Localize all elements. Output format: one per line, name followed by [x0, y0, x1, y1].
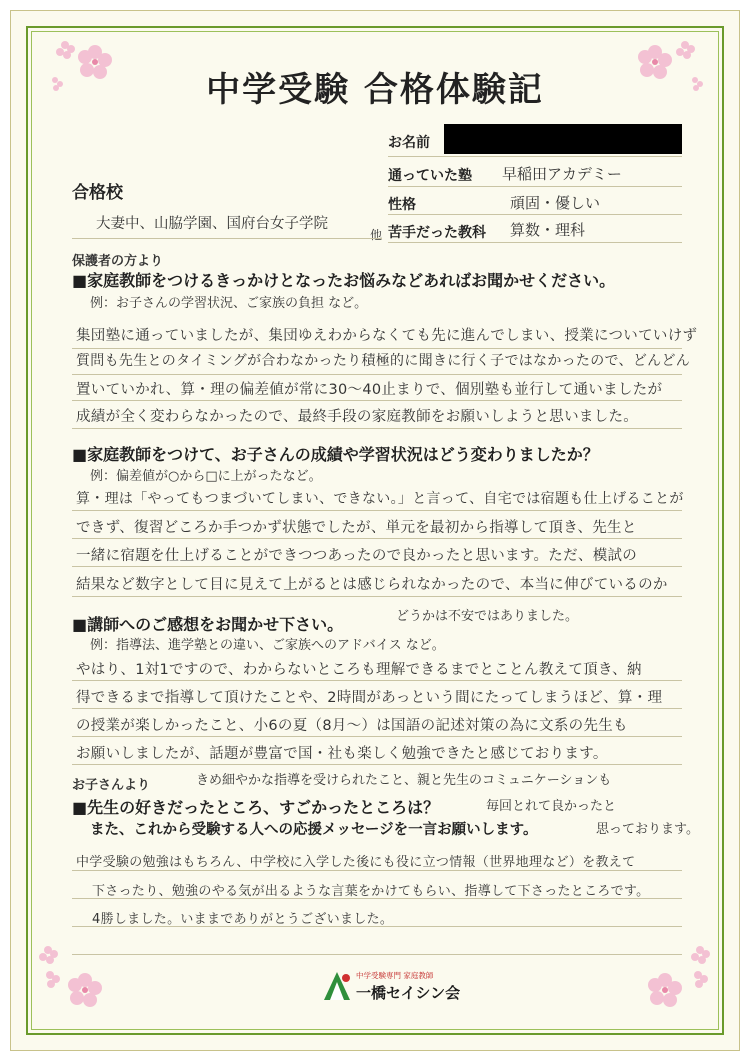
name-label: お名前: [388, 135, 430, 151]
q3-answer-line: 得できるまで指導して頂けたことや、2時間があっという間にたってしまうほど、算・理: [76, 690, 663, 706]
q1-answer-line: 質問も先生とのタイミングが合わなかったり積極的に聞きに行く子ではなかったので、どんどん: [76, 353, 691, 369]
q3-rule-3: [72, 736, 682, 737]
q4-answer-line: 中学受験の勉強はもちろん、中学校に入学した後にも役に立つ情報（世界地理など）を教えて: [76, 855, 636, 870]
q4-rule-1: [72, 870, 682, 871]
q3-answer-tail: きめ細やかな指導を受けられたこと、親と先生のコミュニケーションも: [196, 773, 612, 788]
q2-answer-tail: どうかは不安ではありました。: [396, 609, 579, 624]
parent-section-label: 保護者の方より: [72, 254, 164, 269]
q4-title: ■先生の好きだったところ、すごかったところは？: [72, 798, 440, 817]
q2-answer-line: できず、復習どころか手つかず状態でしたが、単元を最初から指導して頂き、先生と: [76, 520, 637, 536]
company-logo: [320, 968, 460, 1008]
q4-answer-line: 4勝しました。いままでありがとうございました。: [92, 912, 394, 927]
q3-example: 例：指導法、進学塾との違い、ご家族へのアドバイス など。: [90, 638, 445, 653]
flower-bottom-left-icon: [30, 940, 120, 1020]
q4-rule-4: [72, 954, 682, 955]
q1-rule-3: [72, 400, 682, 401]
q2-rule-1: [72, 510, 682, 511]
q2-example: 例：偏差値が○から□に上がったなど。: [90, 469, 322, 484]
q1-title: ■家庭教師をつけるきっかけとなったお悩みなどあればお聞かせください。: [72, 271, 616, 290]
q1-answer-line: 成績が全く変わらなかったので、最終手段の家庭教師をお願いしようと思いました。: [76, 409, 639, 425]
weak-underline: [388, 242, 682, 243]
q2-rule-2: [72, 538, 682, 539]
name-underline: [388, 156, 682, 157]
q3-answer-line: お願いしましたが、話題が豊富で国・社も楽しく勉強できたと感じております。: [76, 746, 608, 762]
school-underline: [72, 238, 382, 239]
q3-answer-tail-2: 毎回とれて良かったと: [486, 799, 617, 814]
q1-rule-1: [72, 348, 682, 349]
passed-school-label: 合格校: [72, 183, 123, 203]
q2-title: ■家庭教師をつけて、お子さんの成績や学習状況はどう変わりましたか？: [72, 445, 599, 464]
juku-label: 通っていた塾: [388, 168, 472, 184]
q2-answer-line: 算・理は「やってもつまづいてしまい、できない。」と言って、自宅では宿題も仕上げることが: [76, 491, 684, 507]
name-redaction: [444, 124, 682, 154]
q3-title: ■講師へのご感想をお聞かせ下さい。: [72, 615, 344, 634]
weak-subject-value: 算数・理科: [510, 221, 586, 239]
q3-rule-2: [72, 708, 682, 709]
q3-answer-line: やはり、1対1ですので、わからないところも理解できるまでとことん教えて頂き、納: [76, 662, 642, 678]
q3-answer-line: の授業が楽しかったこと、小6の夏（8月～）は国語の記述対策の為に文系の先生も: [76, 718, 628, 734]
q4-answer-line: 下さったり、勉強のやる気が出るような言葉をかけてもらい、指導して下さったところです。: [92, 884, 650, 899]
child-section-label: お子さんより: [72, 778, 151, 793]
personality-label: 性格: [388, 197, 416, 213]
q2-rule-3: [72, 566, 682, 567]
logo-tagline: 中学受験専門 家庭教師: [356, 971, 434, 980]
q2-answer-line: 結果など数字として目に見えて上がるとは感じられなかったので、本当に伸びているのか: [76, 577, 668, 593]
q1-rule-2: [72, 374, 682, 375]
q2-rule-4: [72, 596, 682, 597]
q1-rule-4: [72, 428, 682, 429]
q1-example: 例：お子さんの学習状況、ご家族の負担 など。: [90, 296, 368, 311]
passed-school-value: 大妻中、山脇学園、国府台女子学院: [96, 216, 328, 232]
q2-answer-line: 一緒に宿題を仕上げることができつつあったので良かったと思います。ただ、模試の: [76, 548, 638, 564]
personality-underline: [388, 214, 682, 215]
logo-mark-icon: [322, 970, 352, 1006]
flower-bottom-right-icon: [630, 940, 720, 1020]
juku-value: 早稲田アカデミー: [502, 165, 622, 183]
weak-subject-label: 苦手だった教科: [388, 225, 486, 241]
q1-answer-line: 集団塾に通っていましたが、集団ゆえわからなくても先に進んでしまい、授業についていけず: [76, 328, 698, 344]
q4-subtitle: また、これから受験する人への応援メッセージを一言お願いします。: [90, 821, 538, 838]
q3-rule-1: [72, 680, 682, 681]
juku-underline: [388, 186, 682, 187]
q3-rule-4: [72, 764, 682, 765]
personality-value: 頑固・優しい: [510, 194, 601, 212]
page-title: 中学受験 合格体験記: [206, 70, 544, 110]
q3-answer-tail-3: 思っております。: [596, 822, 699, 837]
passed-school-suffix: 他: [370, 228, 383, 242]
q1-answer-line: 置いていかれ、算・理の偏差値が常に30～40止まりで、個別塾も並行して通いましたが: [76, 382, 663, 398]
logo-name: 一橋セイシン会: [356, 984, 461, 1002]
